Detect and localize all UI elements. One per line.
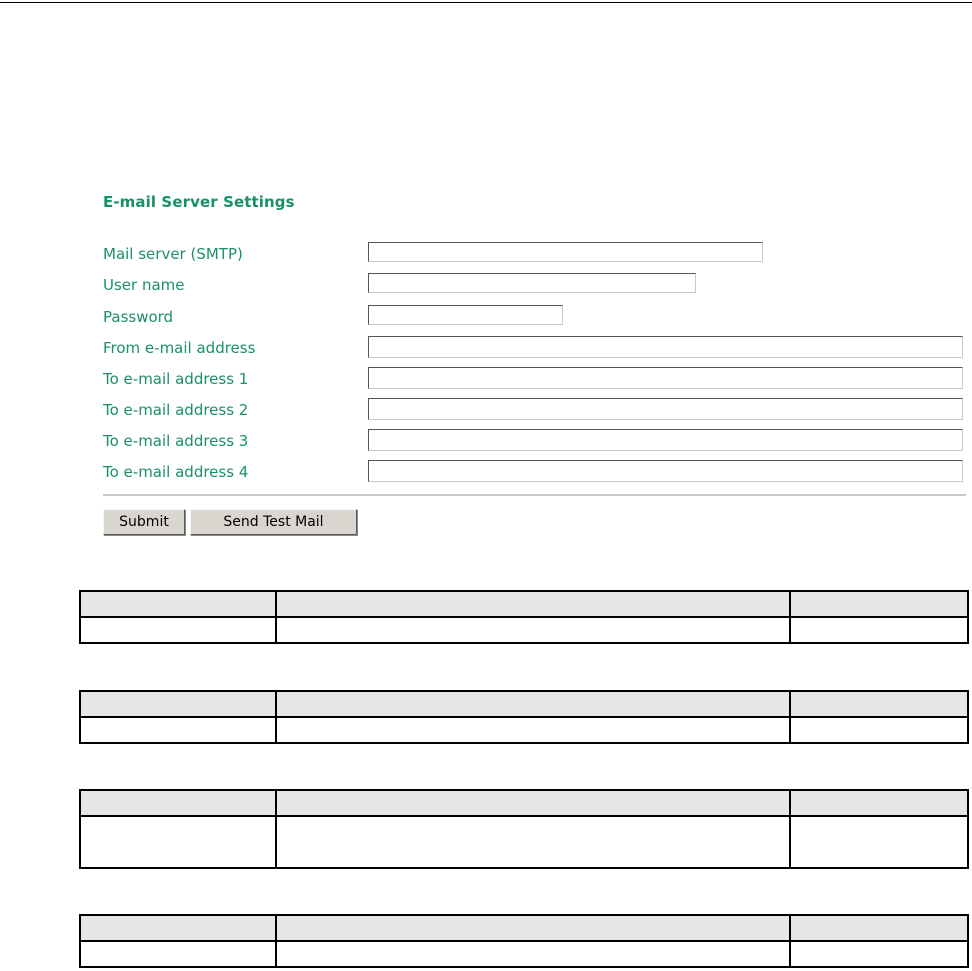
mail-server-label: Mail server (SMTP): [103, 245, 243, 263]
table-cell: [80, 717, 276, 743]
to-address-3-input[interactable]: [368, 429, 963, 451]
to-address-3-label: To e-mail address 3: [103, 432, 249, 450]
table-header-cell: [790, 790, 968, 816]
table-header-cell: [80, 691, 276, 717]
table-header-cell: [80, 790, 276, 816]
table-header-row: [80, 591, 968, 617]
table-cell: [80, 617, 276, 643]
table-cell: [790, 717, 968, 743]
table-header-cell: [80, 591, 276, 617]
parameter-table-1: [79, 590, 969, 644]
table-header-cell: [790, 691, 968, 717]
table-row: [80, 941, 968, 967]
to-address-1-input[interactable]: [368, 367, 963, 389]
to-address-1-label: To e-mail address 1: [103, 370, 249, 388]
table-cell: [276, 941, 790, 967]
password-input[interactable]: [368, 305, 563, 325]
table-header-row: [80, 691, 968, 717]
table-header-row: [80, 915, 968, 941]
submit-button[interactable]: Submit: [103, 509, 185, 535]
table-header-row: [80, 790, 968, 816]
table-cell: [276, 617, 790, 643]
page-top-rule: [0, 2, 972, 3]
send-test-mail-button[interactable]: Send Test Mail: [190, 509, 357, 535]
table-cell: [790, 941, 968, 967]
section-title: E-mail Server Settings: [103, 193, 295, 211]
password-label: Password: [103, 308, 174, 326]
table-cell: [80, 941, 276, 967]
table-header-cell: [80, 915, 276, 941]
parameter-table-3: [79, 789, 969, 869]
to-address-4-label: To e-mail address 4: [103, 463, 249, 481]
to-address-4-input[interactable]: [368, 460, 963, 482]
table-cell: [790, 617, 968, 643]
table-cell: [80, 816, 276, 868]
table-row: [80, 717, 968, 743]
user-name-label: User name: [103, 276, 185, 294]
form-divider: [103, 494, 966, 496]
table-row: [80, 617, 968, 643]
table-header-cell: [276, 915, 790, 941]
from-address-label: From e-mail address: [103, 339, 256, 357]
from-address-input[interactable]: [368, 336, 963, 358]
table-row: [80, 816, 968, 868]
user-name-input[interactable]: [368, 273, 696, 293]
table-header-cell: [276, 790, 790, 816]
table-header-cell: [276, 591, 790, 617]
table-header-cell: [276, 691, 790, 717]
table-header-cell: [790, 591, 968, 617]
parameter-table-4: [79, 914, 969, 968]
table-cell: [790, 816, 968, 868]
table-cell: [276, 816, 790, 868]
mail-server-input[interactable]: [368, 242, 763, 262]
table-cell: [276, 717, 790, 743]
parameter-table-2: [79, 690, 969, 744]
to-address-2-input[interactable]: [368, 398, 963, 420]
to-address-2-label: To e-mail address 2: [103, 401, 249, 419]
table-header-cell: [790, 915, 968, 941]
